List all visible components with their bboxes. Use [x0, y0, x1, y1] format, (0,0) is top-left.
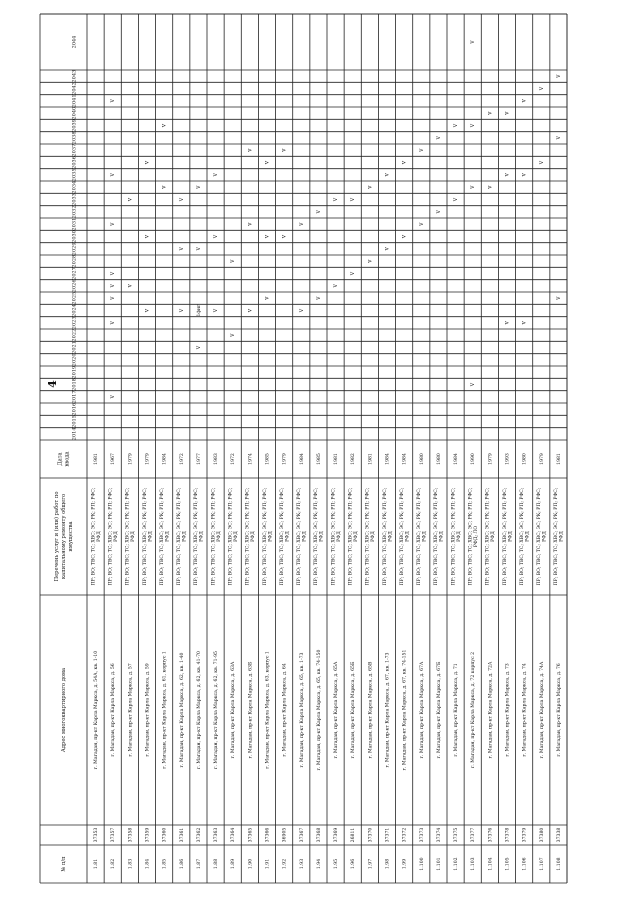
- row-year-built: 1981: [94, 453, 100, 465]
- row-services: РФД: [353, 531, 359, 542]
- row-num: 1.105: [505, 857, 511, 871]
- check-mark: v: [366, 259, 374, 263]
- check-mark: v: [143, 234, 151, 239]
- header-year-2034: 2034: [71, 180, 78, 194]
- row-year-built: 1984: [454, 453, 460, 465]
- row-services: ПР; ВО; ТВС; ТС; ХВС; ЭС; РК; РП; РФС;: [177, 487, 183, 586]
- header-year-2030: 2030: [71, 230, 78, 243]
- row-services: РФД; ЛО: [473, 525, 479, 548]
- row-code: 37376: [488, 827, 494, 843]
- check-mark: v: [383, 173, 391, 177]
- check-mark: v: [469, 123, 477, 128]
- header-year-2044: 2044: [71, 35, 78, 49]
- row-code: 37372: [402, 827, 408, 843]
- check-mark: v: [520, 173, 528, 177]
- check-mark: v: [143, 160, 151, 165]
- check-mark: v: [160, 185, 168, 189]
- check-mark: v: [109, 296, 117, 300]
- check-mark: v: [486, 185, 494, 189]
- row-code: 37374: [436, 827, 442, 843]
- row-services: РФД: [542, 531, 548, 542]
- row-num: 1.104: [488, 857, 494, 871]
- check-mark: v: [263, 234, 271, 239]
- row-code: 37377: [471, 827, 477, 843]
- row-code: 37369: [334, 827, 340, 843]
- row-services: ПР; ВО; ТВС; ТС; ХВС; ЭС; РК; РП; РФС;: [91, 487, 97, 586]
- row-services: ПР; ВО; ТВС; ТС; ХВС; ЭС; РК; РП; РФС;: [125, 487, 131, 586]
- check-mark: v: [554, 74, 562, 78]
- row-code: 37357: [111, 827, 117, 843]
- row-year-built: 1977: [196, 453, 202, 465]
- check-mark: v: [126, 197, 134, 202]
- row-address: г. Магадан, пр-кт Карла Маркса, д. 56: [111, 663, 117, 757]
- row-num: 1.84: [145, 858, 151, 870]
- row-num: 1.97: [368, 858, 374, 870]
- row-year-built: 1979: [145, 453, 151, 465]
- row-address: г. Магадан, пр-кт Карла Маркса, д. 73: [505, 663, 511, 757]
- check-mark: v: [537, 86, 545, 91]
- row-services: РФД: [268, 531, 274, 542]
- header-year-2021: 2021: [71, 341, 78, 354]
- row-year-built: 1974: [248, 453, 254, 465]
- row-services: РФД: [456, 531, 462, 542]
- row-address: г. Магадан, пр-кт Карла Маркса, д. 72А: [488, 661, 494, 759]
- check-mark: v: [109, 271, 117, 276]
- row-code: 37338: [556, 827, 562, 843]
- check-mark: v: [349, 271, 357, 276]
- row-num: 1.85: [162, 858, 168, 870]
- row-address: г. Магадан, пр-кт Карла Маркса, д. 76: [556, 663, 562, 757]
- check-mark: v: [160, 123, 168, 128]
- row-year-built: 1980: [436, 453, 442, 465]
- row-year-built: 1980: [522, 453, 528, 465]
- row-num: 1.106: [522, 857, 528, 871]
- row-address: г. Магадан, пр-кт Карла Маркса, д. 65В: [368, 661, 374, 759]
- row-year-built: 1980: [419, 453, 425, 465]
- row-code: 37367: [299, 827, 305, 843]
- header-year-2027: 2027: [71, 267, 78, 280]
- row-year-built: 1984: [385, 453, 391, 465]
- row-address: г. Магадан, пр-кт Карла Маркса, д. 57: [128, 663, 134, 757]
- check-mark: v: [554, 136, 562, 140]
- check-mark: v: [109, 395, 117, 399]
- row-code: 37362: [196, 827, 202, 843]
- check-mark: v: [503, 321, 511, 325]
- header-year-2031: 2031: [71, 217, 78, 231]
- check-mark: v: [297, 308, 305, 313]
- row-services: ПР; ВО; ТВС; ТС; ХВС; ЭС; РК; РП; РФС;: [468, 487, 474, 586]
- check-mark: v: [520, 321, 528, 325]
- header-year-2039: 2039: [71, 119, 78, 132]
- row-services: ПР; ВО; ТВС; ТС; ХВС; ЭС; РК; РП; РФС;: [554, 487, 560, 586]
- row-num: 1.103: [471, 857, 477, 871]
- header-year-2026: 2026: [71, 279, 78, 293]
- row-services: ПР; ВО; ТВС; ТС; ХВС; ЭС; РК; РП; РФС;: [108, 487, 114, 586]
- check-mark: v: [246, 222, 254, 226]
- row-services: ПР; ВО; ТВС; ТС; ХВС; ЭС; РК; РП; РФС;: [399, 487, 405, 586]
- row-address: г. Магадан, пр-кт Карла Маркса, д. 64: [282, 663, 288, 757]
- row-code: 37380: [539, 827, 545, 843]
- row-services: ПР; ВО; ТВС; ТС; ХВС; ЭС; РК; РП; РФС;: [417, 487, 423, 586]
- header-year-2019: 2019: [71, 365, 78, 379]
- header-year-2040: 2040: [71, 106, 78, 120]
- row-num: 1.92: [282, 858, 288, 870]
- row-services: РФД: [336, 531, 342, 542]
- page-number: 4: [46, 380, 59, 388]
- check-mark: v: [332, 197, 340, 202]
- row-code: 37361: [179, 827, 185, 843]
- row-services: РФД: [388, 531, 394, 542]
- row-code: 37378: [505, 827, 511, 843]
- header-year-2035: 2035: [71, 168, 78, 182]
- handwritten-annotation: 1фнг: [196, 304, 202, 317]
- check-mark: v: [263, 160, 271, 165]
- check-mark: v: [537, 160, 545, 165]
- row-services: ПР; ВО; ТВС; ТС; ХВС; ЭС; РК; РП; РФС;: [142, 487, 148, 586]
- row-num: 1.89: [231, 858, 237, 870]
- row-address: г. Магадан, пр-кт Карла Маркса, д. 67Б: [436, 661, 442, 759]
- row-code: 37368: [316, 827, 322, 843]
- check-mark: v: [452, 123, 460, 128]
- row-num: 1.90: [248, 858, 254, 870]
- check-mark: v: [109, 321, 117, 325]
- header-year-built: Дата: [57, 452, 64, 466]
- check-mark: v: [297, 222, 305, 226]
- row-num: 1.108: [556, 857, 562, 871]
- row-code: 37360: [162, 827, 168, 843]
- row-services: ПР; ВО; ТВС; ТС; ХВС; ЭС; РК; РП; РФС;: [348, 487, 354, 586]
- row-year-built: 1984: [162, 453, 168, 465]
- check-mark: v: [469, 382, 477, 387]
- header-year-2022: 2022: [71, 328, 78, 342]
- row-year-built: 1979: [488, 453, 494, 465]
- header-year-2020: 2020: [71, 353, 78, 367]
- check-mark: v: [366, 185, 374, 189]
- row-code: 37358: [128, 827, 134, 843]
- row-address: г. Магадан, пр-кт Карла Маркса, д. 67А: [419, 661, 425, 759]
- row-year-built: 1979: [282, 453, 288, 465]
- row-services: ПР; ВО; ТВС; ТС; ХВС; ЭС; РК; РП; РФС;: [159, 487, 165, 586]
- check-mark: v: [263, 296, 271, 300]
- row-num: 1.101: [436, 857, 442, 871]
- check-mark: v: [417, 222, 425, 226]
- row-services: РФД: [491, 531, 497, 542]
- check-mark: v: [349, 197, 357, 202]
- row-services: РФД: [422, 531, 428, 542]
- header-year-2018: 2018: [71, 378, 78, 391]
- row-num: 1.83: [128, 858, 134, 870]
- row-year-built: 1981: [368, 453, 374, 465]
- row-services: РФД: [525, 531, 531, 542]
- row-address: г. Магадан, пр-кт Карла Маркса, д. 61, корпус 1: [162, 651, 168, 769]
- row-services: ПР; ВО; ТВС; ТС; ХВС; ЭС; РК; РП; РФС;: [194, 487, 200, 586]
- row-services: ПР; ВО; ТВС; ТС; ХВС; ЭС; РК; РП; РФС;: [314, 487, 320, 586]
- row-code: 37363: [214, 827, 220, 843]
- row-address: г. Магадан, пр-кт Карла Маркса, д. 67, кв. 1-73: [385, 652, 391, 768]
- check-mark: v: [212, 234, 220, 239]
- row-services: РФД: [319, 531, 325, 542]
- row-code: 36905: [282, 827, 288, 843]
- check-mark: v: [314, 296, 322, 300]
- row-code: 37373: [419, 827, 425, 843]
- row-address: г. Магадан, пр-кт Карла Маркса, д. 65, кв. 74-150: [316, 649, 322, 771]
- row-num: 1.100: [419, 857, 425, 871]
- row-address: г. Магадан, пр-кт Карла Маркса, д. 63Б: [248, 661, 254, 759]
- row-year-built: 1972: [179, 453, 185, 465]
- check-mark: v: [177, 247, 185, 251]
- header-year-2017: 2017: [71, 390, 78, 404]
- header-services: капитальному ремонту общего: [61, 493, 67, 580]
- check-mark: v: [109, 99, 117, 103]
- header-year-2043: 2043: [71, 69, 78, 83]
- row-num: 1.95: [334, 858, 340, 870]
- check-mark: v: [126, 284, 134, 288]
- row-num: 1.99: [402, 858, 408, 870]
- row-code: 37370: [368, 827, 374, 843]
- row-address: г. Магадан, пр-кт Карла Маркса, д. 62, кв. 71-95: [214, 651, 220, 769]
- check-mark: v: [212, 308, 220, 313]
- row-year-built: 1985: [265, 453, 271, 465]
- row-address: г. Магадан, пр-кт Карла Маркса, д. 54А, кв. 1-10: [94, 650, 100, 770]
- check-mark: v: [332, 284, 340, 288]
- row-address: г. Магадан, пр-кт Карла Маркса, д. 62, кв. 1-40: [179, 652, 185, 768]
- row-services: РФД: [251, 531, 257, 542]
- row-services: ПР; ВО; ТВС; ТС; ХВС; ЭС; РК; РП; РФС;: [245, 487, 251, 586]
- row-services: РФД: [405, 531, 411, 542]
- row-address: г. Магадан, пр-кт Карла Маркса, д. 59: [145, 663, 151, 757]
- row-num: 1.107: [539, 857, 545, 871]
- row-num: 1.81: [94, 858, 100, 870]
- check-mark: v: [280, 234, 288, 239]
- row-year-built: 1983: [214, 453, 220, 465]
- row-address: г. Магадан, пр-кт Карла Маркса, д. 74А: [539, 661, 545, 759]
- header-year-2042: 2042: [71, 82, 78, 95]
- row-year-built: 1979: [128, 453, 134, 465]
- row-services: ПР; ВО; ТВС; ТС; ХВС; ЭС; РК; РП; РФС;: [485, 487, 491, 586]
- row-num: 1.93: [299, 858, 305, 870]
- row-services: РФД: [302, 531, 308, 542]
- header-num: № п/п: [61, 856, 67, 872]
- row-address: г. Магадан, пр-кт Карла Маркса, д. 65А: [334, 661, 340, 759]
- row-year-built: 1993: [505, 453, 511, 465]
- row-year-built: 1982: [351, 453, 357, 465]
- header-services: имущества: [68, 521, 74, 552]
- row-services: РФД: [165, 531, 171, 542]
- row-services: РФД: [233, 531, 239, 542]
- check-mark: v: [314, 210, 322, 214]
- check-mark: v: [469, 40, 477, 44]
- row-code: 37353: [94, 827, 100, 843]
- row-code: 37375: [454, 827, 460, 843]
- check-mark: v: [109, 284, 117, 288]
- check-mark: v: [452, 197, 460, 202]
- row-year-built: 1984: [402, 453, 408, 465]
- check-mark: v: [383, 247, 391, 251]
- header-year-2036: 2036: [71, 156, 78, 169]
- check-mark: v: [469, 185, 477, 189]
- row-address: г. Магадан, пр-кт Карла Маркса, д. 65, кв. 1-73: [299, 652, 305, 768]
- row-services: ПР; ВО; ТВС; ТС; ХВС; ЭС; РК; РП; РФС;: [502, 487, 508, 586]
- check-mark: v: [143, 308, 151, 313]
- row-services: РФД: [131, 531, 137, 542]
- row-code: 37379: [522, 827, 528, 843]
- row-services: РФД: [285, 531, 291, 542]
- row-address: г. Магадан, пр-кт Карла Маркса, д. 63, корпус 1: [265, 651, 271, 769]
- row-services: ПР; ВО; ТВС; ТС; ХВС; ЭС; РК; РП; РФС;: [519, 487, 525, 586]
- row-services: ПР; ВО; ТВС; ТС; ХВС; ЭС; РК; РП; РФС;: [451, 487, 457, 586]
- header-year-2028: 2028: [71, 254, 78, 268]
- check-mark: v: [554, 296, 562, 300]
- header-year-2016: 2016: [71, 402, 78, 416]
- row-year-built: 1981: [334, 453, 340, 465]
- header-year-2023: 2023: [71, 316, 78, 330]
- row-services: РФД: [148, 531, 154, 542]
- row-services: ПР; ВО; ТВС; ТС; ХВС; ЭС; РК; РП; РФС;: [279, 487, 285, 586]
- row-services: РФД: [199, 531, 205, 542]
- check-mark: v: [177, 197, 185, 202]
- row-address: г. Магадан, пр-кт Карла Маркса, д. 65Б: [351, 661, 357, 759]
- row-year-built: 1979: [539, 453, 545, 465]
- row-code: 37359: [145, 827, 151, 843]
- check-mark: v: [434, 136, 442, 140]
- row-address: г. Магадан, пр-кт Карла Маркса, д. 63А: [231, 661, 237, 759]
- row-services: ПР; ВО; ТВС; ТС; ХВС; ЭС; РК; РП; РФС;: [382, 487, 388, 586]
- header-year-2037: 2037: [71, 143, 78, 157]
- check-mark: v: [417, 148, 425, 152]
- header-year-2015: 2015: [71, 415, 78, 428]
- check-mark: v: [229, 259, 237, 263]
- row-code: 26811: [351, 827, 357, 843]
- check-mark: v: [400, 160, 408, 165]
- row-address: г. Магадан, пр-кт Карла Маркса, д. 67, кв. 74-151: [402, 649, 408, 771]
- check-mark: v: [194, 247, 202, 251]
- row-num: 1.82: [111, 858, 117, 870]
- check-mark: v: [194, 345, 202, 350]
- row-services: ПР; ВО; ТВС; ТС; ХВС; ЭС; РК; РП; РФС;: [297, 487, 303, 586]
- check-mark: v: [246, 148, 254, 152]
- header-year-2033: 2033: [71, 193, 78, 206]
- check-mark: v: [177, 308, 185, 313]
- row-code: 37371: [385, 827, 391, 843]
- check-mark: v: [503, 173, 511, 177]
- row-address: г. Магадан, пр-кт Карла Маркса, д. 62, кв. 41-70: [196, 651, 202, 769]
- header-year-2032: 2032: [71, 205, 78, 219]
- row-services: РФД: [216, 531, 222, 542]
- row-services: ПР; ВО; ТВС; ТС; ХВС; ЭС; РК; РП; РФС;: [228, 487, 234, 586]
- row-services: ПР; ВО; ТВС; ТС; ХВС; ЭС; РК; РП; РФС;: [211, 487, 217, 586]
- row-code: 37365: [248, 827, 254, 843]
- check-mark: v: [280, 148, 288, 152]
- row-num: 1.96: [351, 858, 357, 870]
- check-mark: v: [109, 222, 117, 226]
- row-services: ПР; ВО; ТВС; ТС; ХВС; ЭС; РК; РП; РФС;: [262, 487, 268, 586]
- row-services: ПР; ВО; ТВС; ТС; ХВС; ЭС; РК; РП; РФС;: [331, 487, 337, 586]
- row-num: 1.86: [179, 858, 185, 870]
- header-year-built: ввода: [64, 451, 71, 467]
- check-mark: v: [520, 99, 528, 103]
- check-mark: v: [109, 173, 117, 177]
- check-mark: v: [400, 234, 408, 239]
- header-address: Адрес многоквартирного дома: [61, 667, 67, 753]
- row-services: РФД: [439, 531, 445, 542]
- row-num: 1.98: [385, 858, 391, 870]
- header-year-2014: 2014: [71, 427, 78, 441]
- row-year-built: 1985: [316, 453, 322, 465]
- row-num: 1.87: [196, 858, 202, 870]
- row-year-built: 1981: [556, 453, 562, 465]
- header-year-2041: 2041: [71, 94, 78, 108]
- row-num: 1.102: [454, 857, 460, 871]
- row-code: 37366: [265, 827, 271, 843]
- row-year-built: 1967: [111, 453, 117, 465]
- check-mark: v: [503, 111, 511, 115]
- row-services: ПР; ВО; ТВС; ТС; ХВС; ЭС; РК; РП; РФС;: [365, 487, 371, 586]
- row-year-built: 1990: [471, 453, 477, 465]
- header-year-2025: 2025: [71, 291, 78, 305]
- header-year-2038: 2038: [71, 131, 78, 145]
- row-num: 1.91: [265, 858, 271, 870]
- check-mark: v: [194, 185, 202, 189]
- row-year-built: 1972: [231, 453, 237, 465]
- row-services: ПР; ВО; ТВС; ТС; ХВС; ЭС; РК; РП; РФС;: [537, 487, 543, 586]
- header-year-2024: 2024: [71, 304, 78, 317]
- header-services: Перечень услуг и (или) работ по: [54, 491, 60, 582]
- check-mark: v: [486, 111, 494, 115]
- check-mark: v: [212, 173, 220, 177]
- row-services: ПР; ВО; ТВС; ТС; ХВС; ЭС; РК; РП; РФС;: [434, 487, 440, 586]
- check-mark: v: [229, 333, 237, 337]
- row-services: РФД: [559, 531, 565, 542]
- row-address: г. Магадан, пр-кт Карла Маркса, д. 74: [522, 663, 528, 757]
- check-mark: v: [246, 308, 254, 313]
- row-code: 37364: [231, 827, 237, 843]
- row-services: РФД: [508, 531, 514, 542]
- row-num: 1.94: [316, 858, 322, 870]
- row-services: РФД: [113, 531, 119, 542]
- check-mark: v: [434, 210, 442, 214]
- row-address: г. Магадан, пр-кт Карла Маркса, д. 72 корпус 2: [471, 651, 477, 769]
- row-num: 1.88: [214, 858, 220, 870]
- row-address: г. Магадан, пр-кт Карла Маркса, д. 71: [454, 663, 460, 757]
- header-year-2029: 2029: [71, 242, 78, 256]
- row-services: РФД: [371, 531, 377, 542]
- row-services: РФД: [182, 531, 188, 542]
- row-services: РФД: [96, 531, 102, 542]
- row-year-built: 1984: [299, 453, 305, 465]
